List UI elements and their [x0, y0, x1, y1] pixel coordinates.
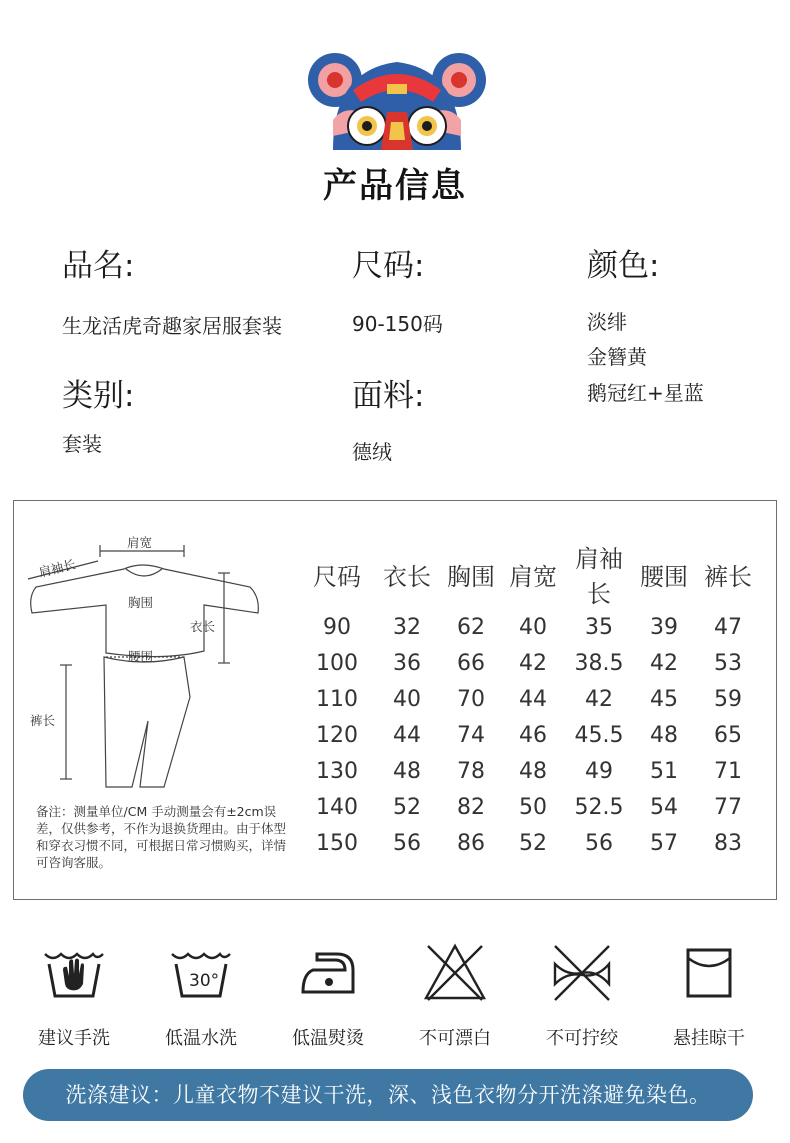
color-value-3: 鹅冠红+星蓝	[587, 381, 704, 405]
care-item-low-temp-iron	[273, 940, 383, 1050]
cell-waist: 45	[650, 686, 678, 712]
care-item-no-wring	[527, 940, 637, 1050]
cell-shoulder: 46	[519, 722, 547, 748]
fabric-value: 德绒	[352, 440, 392, 464]
measurement-note: 备注：测量单位/CM 手动测量会有±2cm误差，仅供参考，不作为退换货理由。由于体型和穿衣习惯不同，可根据日常习惯购买，详情可咨询客服。	[36, 804, 287, 870]
size-table-header	[302, 539, 760, 609]
table-row	[302, 681, 760, 717]
cell-chest: 82	[457, 794, 485, 820]
cell-sleeve: 56	[585, 830, 613, 856]
cell-length: 48	[393, 758, 421, 784]
cell-waist: 57	[650, 830, 678, 856]
cell-pants: 77	[714, 794, 742, 820]
cell-pants: 65	[714, 722, 742, 748]
table-row	[302, 645, 760, 681]
pants-label: 裤长	[30, 713, 56, 728]
cell-length: 32	[393, 614, 421, 640]
cell-chest: 86	[457, 830, 485, 856]
care-item-no-bleach	[400, 940, 510, 1050]
header-pants: 裤长	[704, 562, 752, 591]
hang-dry-icon	[674, 940, 744, 1006]
care-label: 悬挂晾干	[673, 1028, 745, 1049]
wash-temp-label: 30°	[189, 971, 220, 991]
cell-chest: 74	[457, 722, 485, 748]
cell-size: 150	[316, 830, 358, 856]
cell-shoulder: 48	[519, 758, 547, 784]
size-table	[302, 539, 760, 861]
hand-wash-icon	[39, 940, 109, 1006]
low-temp-wash-icon	[166, 940, 236, 1006]
care-label: 低温水洗	[165, 1028, 237, 1049]
cell-shoulder: 42	[519, 650, 547, 676]
care-item-low-temp-wash	[146, 940, 256, 1050]
length-label: 衣长	[190, 619, 216, 634]
cell-pants: 71	[714, 758, 742, 784]
table-row	[302, 825, 760, 861]
cell-shoulder: 52	[519, 830, 547, 856]
measurement-diagram	[14, 501, 304, 801]
cell-shoulder: 50	[519, 794, 547, 820]
cell-sleeve: 52.5	[574, 794, 624, 820]
waist-label: 腰围	[128, 649, 154, 664]
header-sleeve: 肩袖长	[575, 545, 623, 608]
cell-waist: 39	[650, 614, 678, 640]
cell-chest: 66	[457, 650, 485, 676]
table-row	[302, 753, 760, 789]
cell-size: 140	[316, 794, 358, 820]
page-title: 产品信息	[323, 166, 467, 206]
cell-size: 100	[316, 650, 358, 676]
care-label: 建议手洗	[38, 1028, 110, 1049]
cell-shoulder: 40	[519, 614, 547, 640]
care-label: 低温熨烫	[292, 1028, 364, 1049]
cell-sleeve: 35	[585, 614, 613, 640]
table-row	[302, 789, 760, 825]
cell-sleeve: 45.5	[574, 722, 624, 748]
cell-length: 36	[393, 650, 421, 676]
header-chest: 胸围	[447, 562, 495, 591]
cell-length: 44	[393, 722, 421, 748]
care-label: 不可漂白	[419, 1028, 491, 1049]
no-wring-icon	[547, 940, 617, 1006]
table-row	[302, 717, 760, 753]
care-item-hand-wash	[19, 940, 129, 1050]
cell-sleeve: 49	[585, 758, 613, 784]
cell-chest: 70	[457, 686, 485, 712]
cell-waist: 42	[650, 650, 678, 676]
cell-pants: 83	[714, 830, 742, 856]
care-label: 不可拧绞	[546, 1028, 618, 1049]
sleeve-label: 肩袖长	[37, 556, 78, 580]
header-shoulder: 肩宽	[509, 562, 557, 591]
cell-chest: 62	[457, 614, 485, 640]
header-size: 尺码	[313, 562, 361, 591]
cell-sleeve: 42	[585, 686, 613, 712]
low-temp-iron-icon	[293, 940, 363, 1006]
product-name-label: 品名:	[62, 248, 135, 284]
header-waist: 腰围	[640, 562, 688, 591]
cell-length: 56	[393, 830, 421, 856]
size-chart-panel	[13, 500, 777, 900]
cell-sleeve: 38.5	[574, 650, 624, 676]
cell-waist: 48	[650, 722, 678, 748]
tiger-mascot-logo	[303, 50, 491, 155]
cell-chest: 78	[457, 758, 485, 784]
cell-waist: 54	[650, 794, 678, 820]
cell-size: 110	[316, 686, 358, 712]
category-value: 套装	[62, 432, 102, 456]
cell-pants: 53	[714, 650, 742, 676]
cell-length: 52	[393, 794, 421, 820]
cell-size: 120	[316, 722, 358, 748]
color-value-2: 金簪黄	[587, 345, 647, 369]
cell-pants: 47	[714, 614, 742, 640]
size-value: 90-150码	[352, 312, 443, 336]
shoulder-label: 肩宽	[127, 535, 153, 550]
cell-size: 130	[316, 758, 358, 784]
cell-shoulder: 44	[519, 686, 547, 712]
color-label: 颜色:	[587, 248, 660, 284]
washing-advice-banner: 洗涤建议：儿童衣物不建议干洗，深、浅色衣物分开洗涤避免染色。	[23, 1069, 753, 1121]
table-row	[302, 609, 760, 645]
category-label: 类别:	[62, 378, 135, 414]
product-name-value: 生龙活虎奇趣家居服套装	[62, 314, 282, 338]
no-bleach-icon	[420, 940, 490, 1006]
cell-length: 40	[393, 686, 421, 712]
care-item-hang-dry	[654, 940, 764, 1050]
color-value-1: 淡绯	[587, 310, 627, 334]
fabric-label: 面料:	[352, 378, 425, 414]
cell-size: 90	[323, 614, 351, 640]
cell-waist: 51	[650, 758, 678, 784]
header-length: 衣长	[383, 562, 431, 591]
size-label: 尺码:	[352, 248, 425, 284]
chest-label: 胸围	[128, 595, 154, 610]
cell-pants: 59	[714, 686, 742, 712]
